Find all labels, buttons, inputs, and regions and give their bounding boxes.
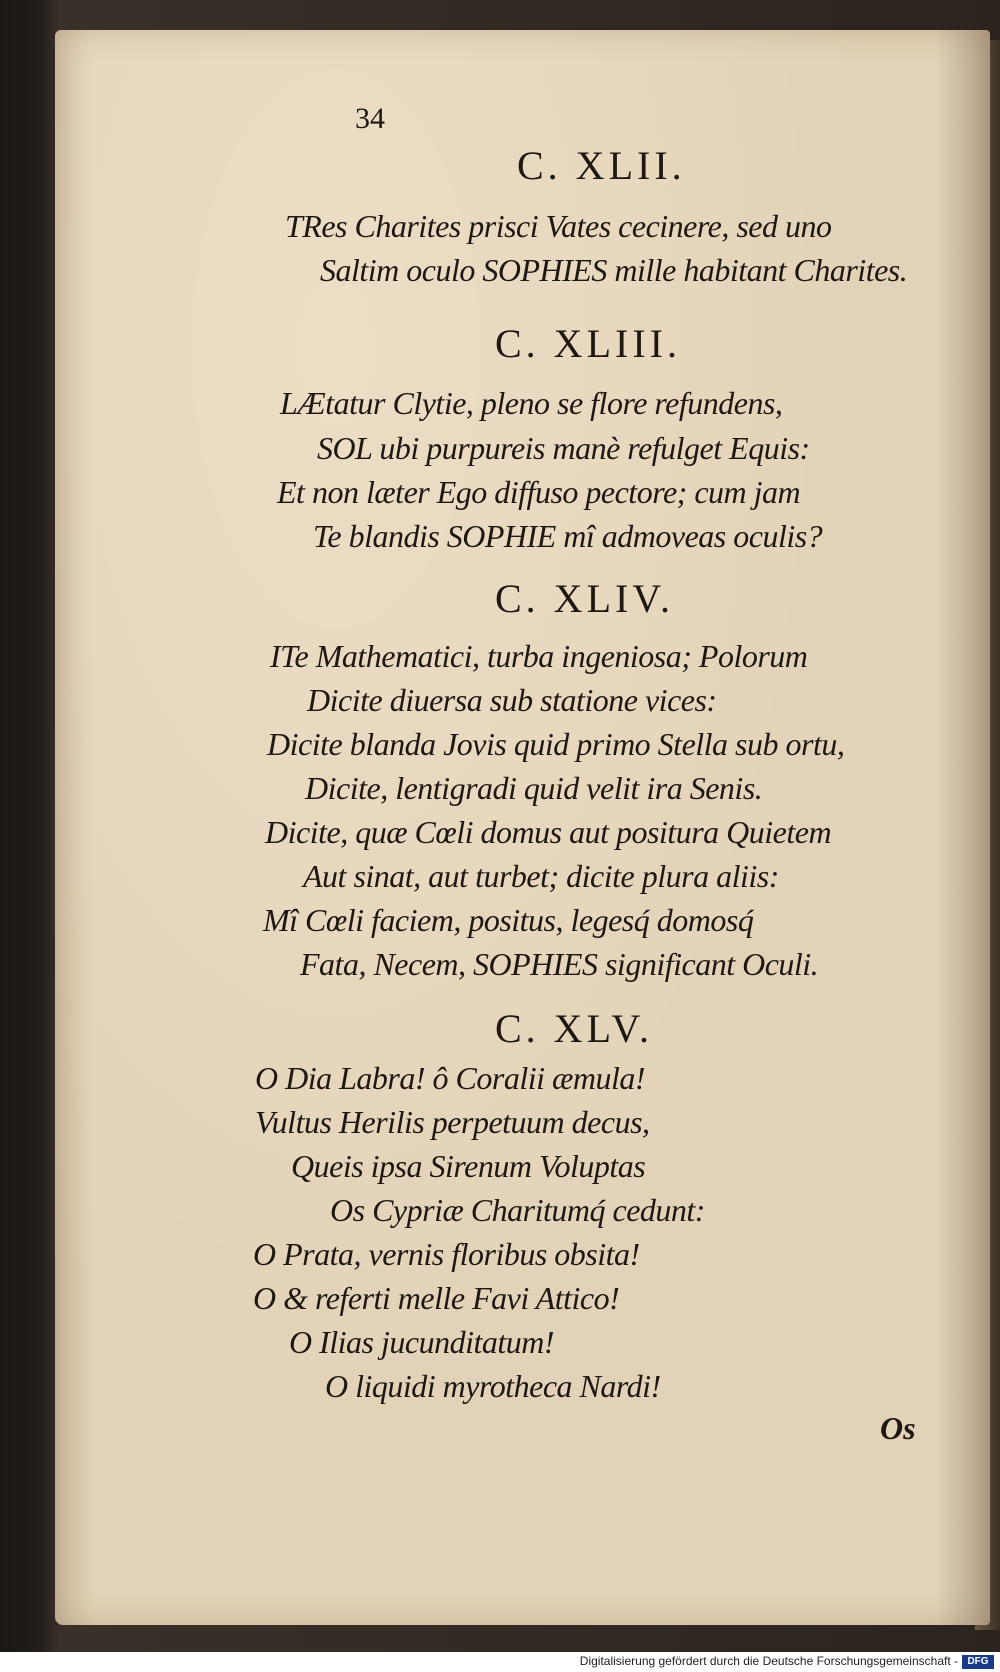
section-heading: C. XLIV.: [495, 576, 675, 621]
verse-line: ITe Mathematici, turba ingeniosa; Polorum: [270, 638, 808, 674]
verse-line: LÆtatur Clytie, pleno se flore refundens,: [280, 385, 783, 421]
digitization-footer: [0, 1652, 1000, 1672]
verse-line: Dicite blanda Jovis quid primo Stella sub ortu,: [267, 726, 845, 762]
verse-line: Vultus Herilis perpetuum decus,: [255, 1104, 650, 1140]
verse-line: O & referti melle Favi Attico!: [253, 1280, 620, 1316]
verse-line: Os Cypriæ Charitumq́ cedunt:: [330, 1192, 705, 1228]
dfg-logo-icon: DFG: [962, 1655, 994, 1669]
verse-line: Te blandis SOPHIE mî admoveas oculis?: [313, 518, 823, 554]
verse-line: Saltim oculo SOPHIES mille habitant Charites.: [320, 252, 908, 288]
section-heading: C. XLV.: [495, 1006, 654, 1051]
section-heading: C. XLII.: [517, 143, 686, 188]
verse-line: O Dia Labra! ô Coralii æmula!: [255, 1060, 645, 1096]
catchword: Os: [880, 1410, 916, 1446]
verse-line: Aut sinat, aut turbet; dicite plura aliis:: [303, 858, 779, 894]
verse-line: Fata, Necem, SOPHIES significant Oculi.: [300, 946, 819, 982]
verse-line: O Prata, vernis floribus obsita!: [253, 1236, 640, 1272]
verse-line: Mî Cœli faciem, positus, legesq́ domosq́: [263, 902, 754, 938]
footer-credit: Digitalisierung gefördert durch die Deutsche Forschungsgemeinschaft -: [579, 1654, 958, 1668]
verse-line: Dicite diuersa sub statione vices:: [307, 682, 717, 718]
verse-line: O Ilias jucunditatum!: [289, 1324, 555, 1360]
verse-line: Dicite, quæ Cœli domus aut positura Quietem: [265, 814, 832, 850]
section-heading: C. XLIII.: [495, 321, 681, 366]
book-page: [55, 30, 990, 1625]
verse-line: Et non læter Ego diffuso pectore; cum jam: [277, 474, 801, 510]
page-number: 34: [355, 102, 385, 135]
verse-line: Queis ipsa Sirenum Voluptas: [291, 1148, 646, 1184]
verse-line: SOL ubi purpureis manè refulget Equis:: [317, 430, 810, 466]
verse-line: Dicite, lentigradi quid velit ira Senis.: [305, 770, 763, 806]
verse-line: TRes Charites prisci Vates cecinere, sed uno: [285, 208, 832, 244]
verse-line: O liquidi myrotheca Nardi!: [325, 1368, 661, 1404]
